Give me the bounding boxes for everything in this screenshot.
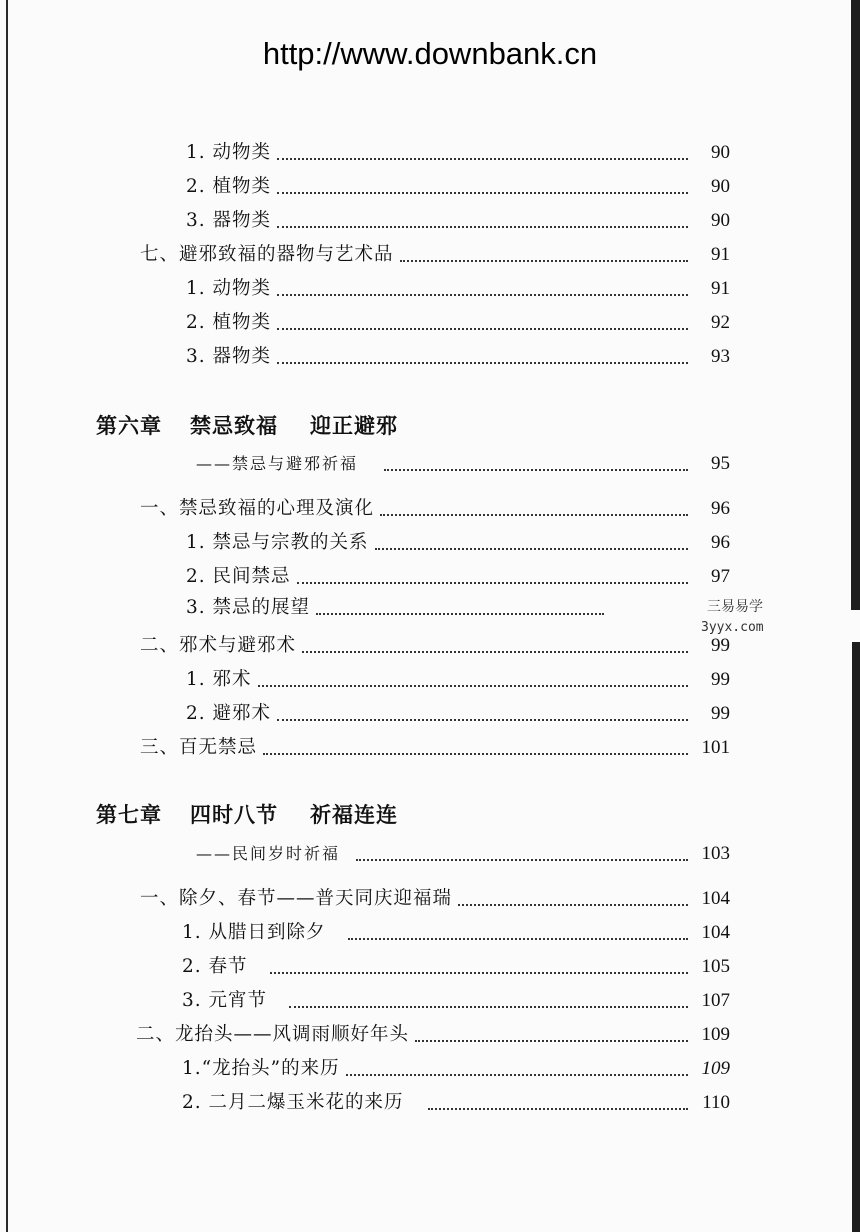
chapter-subtitle-label: ——民间岁时祈福	[196, 844, 341, 863]
dot-leader	[356, 858, 688, 861]
toc-entry[interactable]	[186, 700, 730, 728]
toc-entry[interactable]	[186, 594, 604, 622]
scan-edge-left	[6, 0, 8, 1232]
dot-leader	[316, 612, 604, 615]
chapter-subtitle-label: ——禁忌与避邪祈福	[196, 454, 359, 473]
toc-entry-label: 3. 器物类	[186, 210, 272, 231]
toc-entry-page: 110	[702, 1092, 730, 1113]
dot-leader	[277, 157, 688, 160]
toc-section-entry[interactable]	[140, 632, 730, 660]
toc-entry-label: 1. 邪术	[186, 669, 252, 690]
dot-leader	[375, 547, 688, 550]
toc-entry-page: 99	[711, 703, 730, 724]
toc-entry[interactable]	[186, 139, 730, 167]
dot-leader	[277, 718, 688, 721]
toc-entry-label: 1. 从腊日到除夕	[182, 922, 326, 943]
toc-entry-label: 1. 禁忌与宗教的关系	[186, 532, 369, 553]
watermark-site[interactable]: 3yyx.com	[701, 620, 764, 635]
chapter-6-subtitle[interactable]	[196, 450, 730, 478]
scan-edge-right-top	[851, 0, 860, 610]
toc-entry-label: 二、龙抬头——风调雨顺好年头	[136, 1024, 410, 1045]
toc-entry-label: 1. 动物类	[186, 142, 272, 163]
toc-entry[interactable]	[186, 309, 730, 337]
watermark-cn: 三易易学	[707, 599, 763, 615]
toc-entry-page: 93	[711, 346, 730, 367]
toc-entry-label: 3. 禁忌的展望	[186, 597, 311, 618]
toc-entry[interactable]	[186, 343, 730, 371]
toc-entry-page: 99	[711, 635, 730, 656]
dot-leader	[277, 293, 688, 296]
chapter-number: 第七章	[96, 803, 162, 827]
dot-leader	[289, 1005, 688, 1008]
toc-entry-page: 109	[701, 1058, 730, 1079]
toc-entry-label: 2. 二月二爆玉米花的来历	[182, 1092, 404, 1113]
toc-entry-label: 2. 避邪术	[186, 703, 272, 724]
toc-section-entry[interactable]	[140, 734, 730, 762]
chapter-6-heading[interactable]	[96, 408, 398, 442]
toc-entry-page: 101	[701, 737, 730, 758]
chapter-title-part-2: 祈福连连	[310, 803, 398, 827]
toc-entry-label: 一、除夕、春节——普天同庆迎福瑞	[140, 888, 453, 909]
chapter-title-part-2: 迎正避邪	[310, 414, 398, 438]
chapter-title-part-1: 四时八节	[190, 803, 278, 827]
chapter-subtitle-page: 103	[701, 843, 730, 864]
toc-entry-page: 104	[701, 888, 730, 909]
toc-entry[interactable]	[186, 207, 730, 235]
toc-entry-page: 99	[711, 669, 730, 690]
chapter-7-heading[interactable]	[96, 797, 398, 831]
toc-entry-page: 90	[711, 142, 730, 163]
dot-leader	[302, 650, 688, 653]
toc-entry-label: 三、百无禁忌	[140, 737, 258, 758]
dot-leader	[458, 903, 688, 906]
dot-leader	[277, 361, 688, 364]
dot-leader	[270, 971, 688, 974]
toc-entry[interactable]	[186, 173, 730, 201]
toc-entry[interactable]	[182, 1055, 730, 1083]
toc-entry-page: 96	[711, 532, 730, 553]
dot-leader	[428, 1107, 688, 1110]
chapter-7-subtitle[interactable]	[196, 840, 730, 868]
toc-entry[interactable]	[186, 275, 730, 303]
toc-entry-label: 2. 植物类	[186, 312, 272, 333]
toc-entry-page: 91	[711, 244, 730, 265]
chapter-title-part-1: 禁忌致福	[190, 414, 278, 438]
dot-leader	[297, 581, 688, 584]
toc-entry-label: 1.“龙抬头”的来历	[182, 1058, 340, 1079]
dot-leader	[380, 513, 688, 516]
toc-entry-page: 90	[711, 176, 730, 197]
header-url[interactable]: http://www.downbank.cn	[262, 36, 598, 71]
toc-entry-page: 91	[711, 278, 730, 299]
dot-leader	[348, 937, 688, 940]
toc-section-entry[interactable]	[140, 885, 730, 913]
toc-entry-page: 109	[701, 1024, 730, 1045]
dot-leader	[400, 259, 688, 262]
toc-entry-label: 七、避邪致福的器物与艺术品	[140, 244, 394, 265]
toc-section-entry[interactable]	[140, 495, 730, 523]
toc-entry[interactable]	[186, 666, 730, 694]
toc-entry-label: 2. 春节	[182, 956, 248, 977]
toc-entry-label: 3. 器物类	[186, 346, 272, 367]
toc-section-entry[interactable]	[136, 1021, 730, 1049]
dot-leader	[277, 225, 688, 228]
toc-entry-page: 105	[701, 956, 730, 977]
dot-leader	[346, 1073, 688, 1076]
toc-entry[interactable]	[182, 1089, 730, 1117]
toc-entry[interactable]	[182, 953, 730, 981]
toc-entry-label: 1. 动物类	[186, 278, 272, 299]
dot-leader	[415, 1039, 688, 1042]
dot-leader	[384, 468, 688, 471]
toc-entry-label: 2. 民间禁忌	[186, 566, 291, 587]
dot-leader	[277, 191, 688, 194]
toc-entry-label: 二、邪术与避邪术	[140, 635, 297, 656]
toc-entry-page: 104	[701, 922, 730, 943]
toc-entry[interactable]	[186, 529, 730, 557]
dot-leader	[258, 684, 688, 687]
toc-entry-page: 97	[711, 566, 730, 587]
toc-entry-label: 3. 元宵节	[182, 990, 268, 1011]
toc-entry-page: 96	[711, 498, 730, 519]
toc-entry-label: 一、禁忌致福的心理及演化	[140, 498, 375, 519]
toc-entry[interactable]	[182, 919, 730, 947]
dot-leader	[277, 327, 688, 330]
toc-entry-page: 90	[711, 210, 730, 231]
toc-section-entry[interactable]	[140, 241, 730, 269]
toc-entry-label: 2. 植物类	[186, 176, 272, 197]
toc-entry[interactable]	[186, 563, 730, 591]
scan-edge-right-bottom	[852, 642, 860, 1232]
chapter-subtitle-page: 95	[711, 453, 730, 474]
toc-entry-page: 92	[711, 312, 730, 333]
chapter-number: 第六章	[96, 414, 162, 438]
toc-entry-page: 107	[701, 990, 730, 1011]
toc-entry[interactable]	[182, 987, 730, 1015]
dot-leader	[263, 752, 688, 755]
